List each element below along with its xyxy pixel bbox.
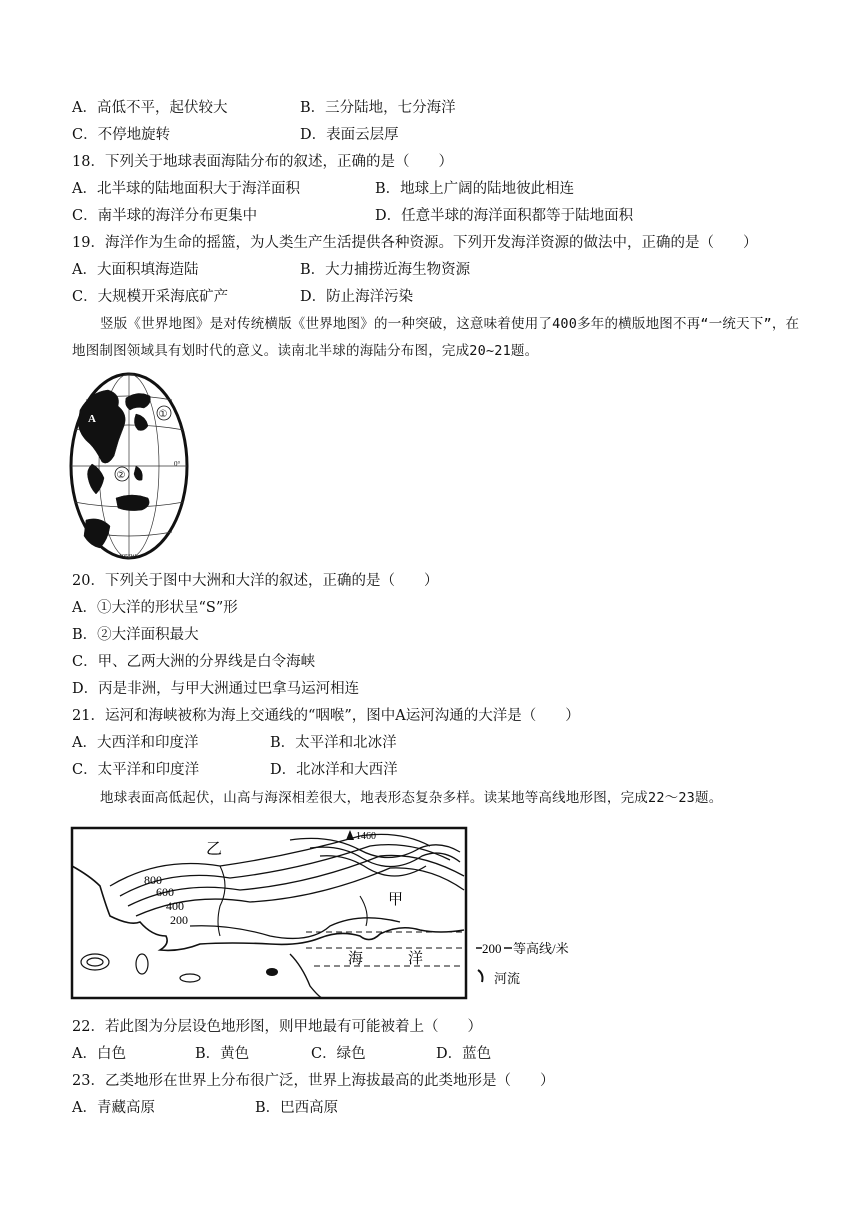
- q19-option-a: A．大面积填海造陆: [72, 262, 199, 278]
- q18-option-d: D．任意半球的海洋面积都等于陆地面积: [375, 208, 634, 224]
- map2-peak-elevation: 1460: [356, 831, 376, 842]
- map2-contour-600: 600: [156, 885, 174, 899]
- q23-option-a: A．青藏高原: [72, 1100, 155, 1116]
- q20-option-a: A．①大洋的形状呈“S”形: [72, 600, 238, 616]
- q18-option-b: B．地球上广阔的陆地彼此相连: [375, 181, 575, 197]
- q22-option-d: D．蓝色: [436, 1046, 492, 1062]
- intro-paragraph-vertical-map: 竖版《世界地图》是对传统横版《世界地图》的一种突破，这意味着使用了400多年的横版地图不再“一统天下”，在地图制图领域具有划时代的意义。读南北半球的海陆分布图，完成20~21题。: [72, 316, 800, 359]
- q19-option-c: C．大规模开采海底矿产: [72, 289, 229, 305]
- q21-stem: 21．运河和海峡被称为海上交通线的“咽喉”，图中A运河沟通的大洋是（ ）: [72, 708, 580, 724]
- q22-option-b: B．黄色: [195, 1046, 250, 1062]
- map2-label-jia: 甲: [388, 892, 404, 908]
- q21-option-a: A．大西洋和印度洋: [72, 735, 199, 751]
- q22-stem: 22．若此图为分层设色地形图，则甲地最有可能被着上（ ）: [72, 1019, 482, 1035]
- q20-stem: 20．下列关于图中大洲和大洋的叙述，正确的是（ ）: [72, 573, 439, 589]
- q17-option-d: D．表面云层厚: [300, 127, 399, 143]
- map2-label-ocean: 洋: [408, 951, 424, 967]
- q19-stem: 19．海洋作为生命的摇篮，为人类生产生活提供各种资源。下列开发海洋资源的做法中，正确的是（ ）: [72, 235, 758, 251]
- map1-label-equator: 0°: [174, 460, 181, 468]
- q19-option-d: D．防止海洋污染: [300, 289, 414, 305]
- legend-river-label: 河流: [494, 971, 521, 986]
- q21-option-d: D．北冰洋和大西洋: [270, 762, 398, 778]
- q23-stem: 23．乙类地形在世界上分布很广泛，世界上海拔最高的此类地形是（ ）: [72, 1073, 555, 1089]
- q23-option-b: B．巴西高原: [255, 1100, 339, 1116]
- map1-label-ocean-2: ②: [116, 470, 126, 481]
- map2-contour-400: 400: [166, 899, 184, 913]
- map2-legend: [476, 941, 569, 986]
- map2-contour-800: 800: [144, 873, 162, 887]
- q21-option-c: C．太平洋和印度洋: [72, 762, 200, 778]
- legend-contour-label: 等高线/米: [513, 941, 569, 956]
- map2-contour-200: 200: [170, 913, 188, 927]
- q17-option-b: B．三分陆地，七分海洋: [300, 100, 456, 116]
- q17-option-a: A．高低不平，起伏较大: [72, 100, 228, 116]
- map1-label-meridian: 105°W: [119, 554, 137, 560]
- q17-option-c: C．不停地旋转: [72, 127, 171, 143]
- map2-label-sea: 海: [348, 951, 364, 967]
- q22-option-c: C．绿色: [311, 1046, 366, 1062]
- vertical-world-map: [66, 370, 192, 562]
- legend-contour-value: 200: [482, 941, 502, 956]
- intro-paragraph-contour-map: 地球表面高低起伏，山高与海深相差很大，地表形态复杂多样。读某地等高线地形图，完成22～23题。: [100, 790, 723, 806]
- q19-option-b: B．大力捕捞近海生物资源: [300, 262, 471, 278]
- map2-label-yi: 乙: [206, 841, 223, 858]
- q20-option-b: B．②大洋面积最大: [72, 627, 199, 643]
- q21-option-b: B．太平洋和北冰洋: [270, 735, 397, 751]
- q20-option-c: C．甲、乙两大洲的分界线是白令海峡: [72, 654, 316, 670]
- q18-option-a: A．北半球的陆地面积大于海洋面积: [72, 181, 300, 197]
- q18-stem: 18．下列关于地球表面海陆分布的叙述，正确的是（ ）: [72, 154, 453, 170]
- map1-label-ocean-1: ①: [158, 409, 168, 420]
- q20-option-d: D．丙是非洲，与甲大洲通过巴拿马运河相连: [72, 681, 360, 697]
- contour-map: [70, 826, 600, 1002]
- map1-label-a: A: [88, 413, 96, 425]
- q22-option-a: A．白色: [72, 1046, 126, 1062]
- q18-option-c: C．南半球的海洋分布更集中: [72, 208, 258, 224]
